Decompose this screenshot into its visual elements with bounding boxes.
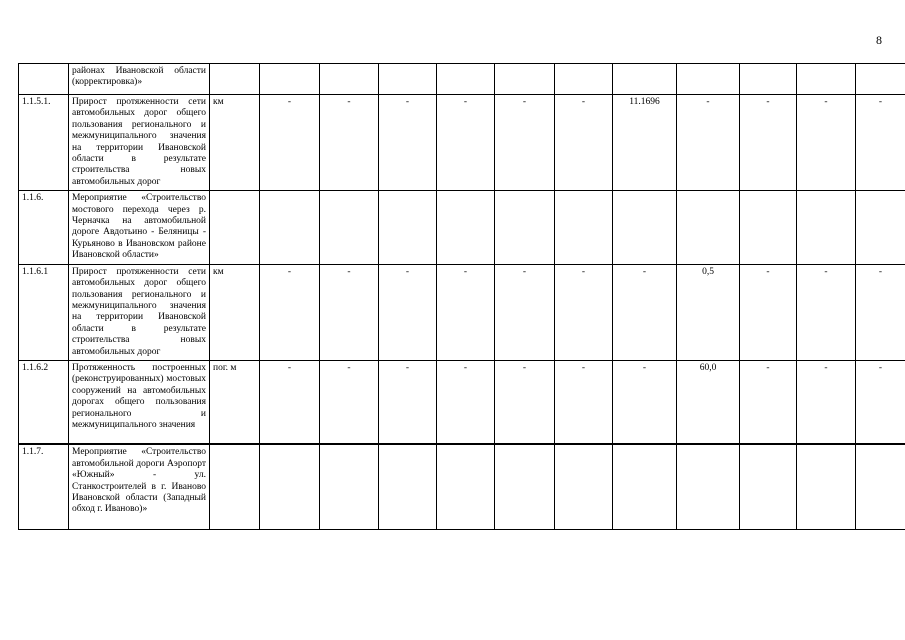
row-value bbox=[677, 191, 740, 264]
row-unit: пог. м bbox=[210, 360, 260, 444]
row-value: - bbox=[613, 264, 677, 360]
row-value bbox=[740, 191, 797, 264]
row-value: - bbox=[437, 360, 495, 444]
indicators-table bbox=[18, 63, 905, 530]
row-value: - bbox=[677, 95, 740, 191]
row-value: - bbox=[437, 264, 495, 360]
table-row bbox=[19, 191, 905, 264]
row-value: - bbox=[797, 264, 856, 360]
row-value: - bbox=[555, 360, 613, 444]
row-value: - bbox=[613, 360, 677, 444]
row-value: - bbox=[740, 95, 797, 191]
row-value: - bbox=[856, 264, 905, 360]
row-unit: км bbox=[210, 264, 260, 360]
page-number: 8 bbox=[876, 33, 882, 47]
table-row bbox=[19, 264, 905, 360]
row-value bbox=[856, 64, 905, 95]
row-value bbox=[677, 444, 740, 529]
row-value: - bbox=[495, 264, 555, 360]
row-value bbox=[856, 191, 905, 264]
row-code: 1.1.6.2 bbox=[19, 360, 69, 444]
row-code: 1.1.6.1 bbox=[19, 264, 69, 360]
row-value: - bbox=[260, 264, 320, 360]
row-code: 1.1.7. bbox=[19, 444, 69, 529]
row-value: - bbox=[740, 360, 797, 444]
row-value: - bbox=[320, 95, 379, 191]
table-row bbox=[19, 444, 905, 529]
row-value bbox=[320, 444, 379, 529]
row-value: - bbox=[260, 360, 320, 444]
row-value bbox=[320, 191, 379, 264]
row-value bbox=[495, 444, 555, 529]
row-unit bbox=[210, 64, 260, 95]
row-code: 1.1.5.1. bbox=[19, 95, 69, 191]
row-value bbox=[613, 444, 677, 529]
row-unit: км bbox=[210, 95, 260, 191]
row-value bbox=[320, 64, 379, 95]
row-value: - bbox=[797, 95, 856, 191]
row-name: Прирост протяженности сети автомобильных дорог общего пользования регионального и межмуниципального значения на территории Ивановской области в результате строительства новых автомобильных дорог bbox=[69, 95, 210, 191]
row-value: - bbox=[379, 360, 437, 444]
row-value bbox=[260, 444, 320, 529]
row-value: - bbox=[555, 95, 613, 191]
row-value bbox=[495, 64, 555, 95]
row-value bbox=[379, 191, 437, 264]
row-value bbox=[677, 64, 740, 95]
table-row bbox=[19, 95, 905, 191]
row-value bbox=[495, 191, 555, 264]
row-value: 0,5 bbox=[677, 264, 740, 360]
row-value bbox=[797, 444, 856, 529]
row-name: районах Ивановской области (корректировка)» bbox=[69, 64, 210, 95]
row-value bbox=[613, 64, 677, 95]
row-value: - bbox=[437, 95, 495, 191]
row-value bbox=[797, 191, 856, 264]
table-row bbox=[19, 360, 905, 444]
row-value bbox=[260, 64, 320, 95]
row-value bbox=[740, 444, 797, 529]
table-row bbox=[19, 64, 905, 95]
row-value: - bbox=[495, 360, 555, 444]
row-value bbox=[437, 191, 495, 264]
row-value: - bbox=[797, 360, 856, 444]
row-value: - bbox=[379, 264, 437, 360]
row-value: - bbox=[740, 264, 797, 360]
row-value bbox=[797, 64, 856, 95]
row-value: - bbox=[856, 360, 905, 444]
row-value: - bbox=[320, 360, 379, 444]
row-value bbox=[260, 191, 320, 264]
row-value bbox=[555, 64, 613, 95]
row-value bbox=[437, 64, 495, 95]
row-value: - bbox=[379, 95, 437, 191]
row-unit bbox=[210, 191, 260, 264]
row-value: - bbox=[260, 95, 320, 191]
row-name: Мероприятие «Строительство мостового перехода через р. Черначка на автомобильной дороге Авдотьино - Беляницы - Курьяново в Ивановском районе Ивановской области» bbox=[69, 191, 210, 264]
row-value bbox=[613, 191, 677, 264]
row-name: Прирост протяженности сети автомобильных дорог общего пользования регионального и межмуниципального значения на территории Ивановской области в результате строительства новых автомобильных дорог bbox=[69, 264, 210, 360]
row-unit bbox=[210, 444, 260, 529]
table-body bbox=[19, 64, 905, 530]
row-value bbox=[555, 191, 613, 264]
row-name: Мероприятие «Строительство автомобильной дороги Аэропорт «Южный» - ул. Станкостроителей в г. Иваново Ивановской области (Западный обход г. Иваново)» bbox=[69, 444, 210, 529]
row-code bbox=[19, 64, 69, 95]
row-value: - bbox=[495, 95, 555, 191]
row-value bbox=[437, 444, 495, 529]
row-value: - bbox=[856, 95, 905, 191]
row-name: Протяженность построенных (реконструированных) мостовых сооружений на автомобильных дорогах общего пользования регионального и межмуниципального значения bbox=[69, 360, 210, 444]
row-value bbox=[856, 444, 905, 529]
row-value: 11.1696 bbox=[613, 95, 677, 191]
row-value bbox=[379, 64, 437, 95]
row-value bbox=[379, 444, 437, 529]
row-value: 60,0 bbox=[677, 360, 740, 444]
row-value bbox=[740, 64, 797, 95]
row-value bbox=[555, 444, 613, 529]
row-value: - bbox=[320, 264, 379, 360]
row-code: 1.1.6. bbox=[19, 191, 69, 264]
row-value: - bbox=[555, 264, 613, 360]
